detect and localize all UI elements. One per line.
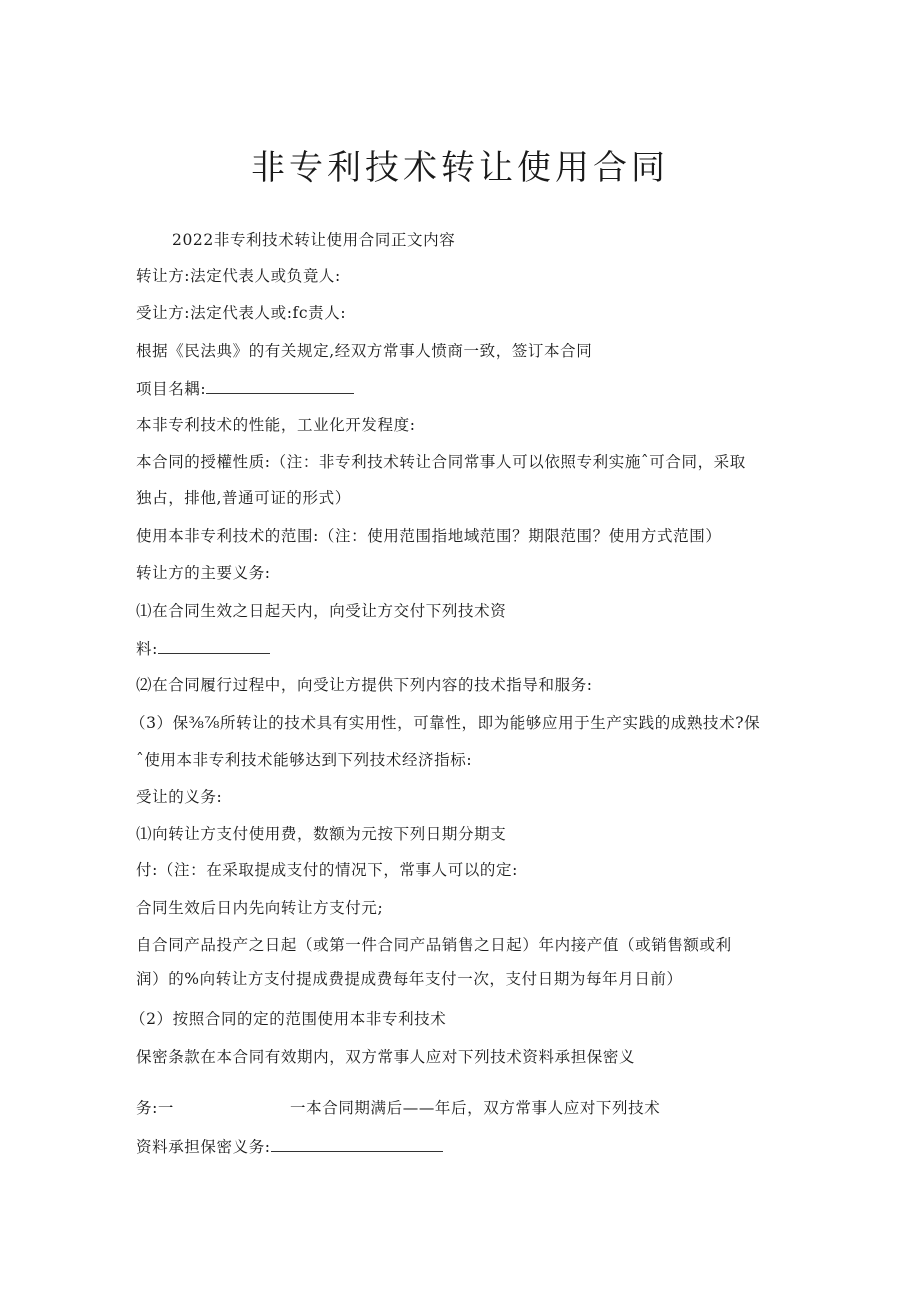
payment-line-3: 合同生效后日内先向转让方支付元; <box>136 899 384 917</box>
license-nature-line-1: 本合同的授權性质:（注：非专利技术转让合同常事人可以依照专利实施ˆ可合同，采取 <box>136 453 746 471</box>
transferee-line: 受让方:法定代表人或:fc责人: <box>136 304 347 322</box>
confidentiality-obligation-start: 务:一 <box>136 1099 175 1117</box>
preamble-line: 根据《民法典》的有关规定,经双方常事人愤商一致，签订本合同 <box>136 342 593 360</box>
confidentiality-line-3 <box>136 1135 443 1158</box>
confidentiality-after-term: 一本合同期满后——年后，双方常事人应对下列技术 <box>290 1099 661 1117</box>
duty-1-line: ⑴在合同生效之日起天内，向受让方交付下列技术资 <box>136 602 507 620</box>
confidentiality-materials-blank <box>271 1135 443 1152</box>
confidentiality-line-2 <box>136 1097 660 1119</box>
project-name-blank <box>206 377 354 394</box>
duty-3-line-2: ˆ使用本非专利技术能够达到下列技术经济指标: <box>136 751 473 769</box>
project-name-label: 项目名耦: <box>136 380 207 398</box>
royalty-line-1: 自合同产品投产之日起（或第一件合同产品销售之日起）年内接产值（或销售额或利 <box>136 936 732 954</box>
transferor-line: 转让方:法定代表人或负竟人: <box>136 267 341 285</box>
duty-3-line-1: （3）保⅜⅞所转让的技术具有实用性，可靠性，即为能够应用于生产实践的成熟技术?保 <box>130 714 761 732</box>
materials-line <box>136 637 270 660</box>
royalty-line-2: 润）的%向转让方支付提成费提成费每年支付一次，支付日期为每年月日前） <box>136 970 683 988</box>
intro-line: 2022非专利技术转让使用合同正文内容 <box>172 231 456 249</box>
transferor-duties-heading: 转让方的主要义务: <box>136 564 271 582</box>
use-scope-line: （2）按照合同的定的范围使用本非专利技术 <box>130 1010 447 1028</box>
payment-line-2: 付:（注：在采取提成支付的情况下，常事人可以的定: <box>136 861 518 879</box>
scope-line: 使用本非专利技术的范围:（注：使用范围指地域范围？期限范围？使用方式范围） <box>136 527 722 545</box>
materials-label: 料: <box>136 640 158 658</box>
confidentiality-materials-label: 资料承担保密义务: <box>136 1138 271 1156</box>
license-nature-line-2: 独占，排他,普通可证的形式） <box>136 489 351 507</box>
transferee-duties-heading: 受让的义务: <box>136 788 223 806</box>
materials-blank <box>158 637 270 654</box>
duty-2-line: ⑵在合同履行过程中，向受让方提供下列内容的技术指导和服务: <box>136 676 593 694</box>
confidentiality-line-1: 保密条款在本合同有效期内，双方常事人应对下列技术资料承担保密义 <box>136 1048 636 1066</box>
performance-line: 本非专利技术的性能，工业化开发程度: <box>136 416 416 434</box>
project-name-line <box>136 377 354 400</box>
document-title: 非专利技术转让使用合同 <box>251 148 669 188</box>
payment-line-1: ⑴向转让方支付使用费，数额为元按下列日期分期支 <box>136 825 507 843</box>
